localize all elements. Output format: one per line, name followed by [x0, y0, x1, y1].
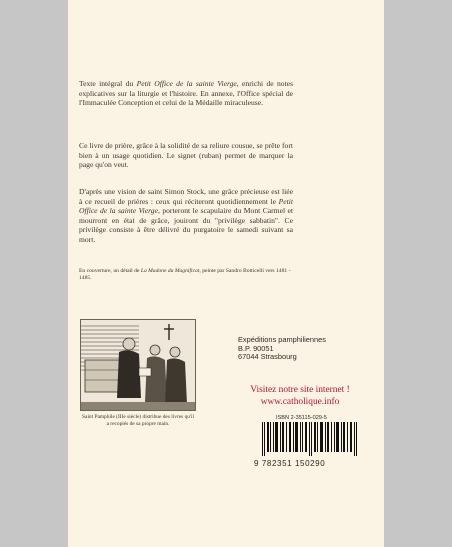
cover-credit-caption: En couverture, un détail de La Madone du Magnificat, peinte par Sandro Botticelli vers 1481 - 1485.	[79, 268, 291, 282]
publisher-address	[238, 336, 368, 362]
publisher-city: 67044 Strasbourg	[238, 352, 297, 362]
left-side-band	[0, 0, 68, 547]
visit-call-to-action: Visitez notre site internet !	[250, 385, 350, 395]
saint-pamphile-engraving	[80, 319, 196, 411]
engraving-illustration	[81, 320, 195, 410]
right-side-band	[384, 0, 452, 547]
scapular-paragraph: D'après une vision de saint Simon Stock, une grâce précieuse est liée à ce recueil de prières : ceux qui réciteront quotidiennement le Petit Office de la sainte Vierge, porteront le scapulaire du Mont Carmel et mourront en état de grâce, jouiront du "privilège sabbatin". Ce privilège consiste à être délivré du purgatoire le samedi suivant sa mort.	[79, 187, 293, 244]
barcode-number: 9 782351 150290	[254, 459, 326, 468]
description-paragraph: Texte intégral du Petit Office de la sainte Vierge, enrichi de notes explicatives sur la liturgie et l'histoire. En annexe, l'Office spécial de l'Immaculée Conception et celui de la Médaille miraculeuse.	[79, 79, 293, 108]
publisher-po-box: B.P. 90051	[238, 343, 274, 353]
binding-paragraph: Ce livre de prière, grâce à la solidité de sa reliure cousue, se prête fort bien à un usage quotidien. Le signet (ruban) permet de marquer la page qu'on veut.	[79, 141, 293, 170]
isbn-label: ISBN 2-35115-029-5	[276, 415, 327, 421]
publisher-name: Expéditions pamphiliennes	[238, 335, 326, 344]
website-promo	[228, 384, 372, 408]
website-url: www.catholique.info	[260, 397, 340, 407]
barcode-image	[262, 422, 360, 456]
engraving-caption: Saint Pamphile (IIIe siècle) distribue des livres qu'il a recopiés de sa propre main.	[82, 414, 194, 427]
